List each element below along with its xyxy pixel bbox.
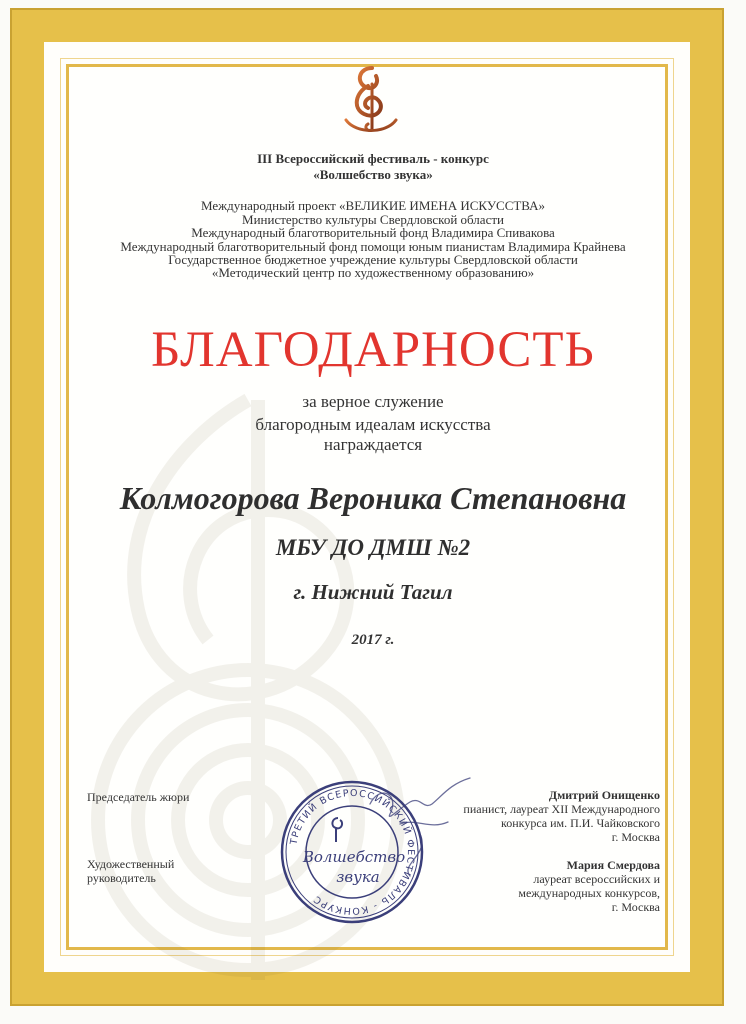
recipient-name: Колмогорова Вероника Степановна — [119, 480, 627, 516]
jury-chair-name: Дмитрий Онищенко — [548, 788, 660, 802]
art-director-desc: г. Москва — [611, 900, 660, 914]
jury-chair-label: Председатель жюри — [87, 790, 190, 804]
seal-clef-icon — [332, 818, 342, 842]
art-director-name: Мария Смердова — [566, 858, 660, 872]
reason-line: награждается — [323, 435, 423, 454]
jury-chair-desc: г. Москва — [611, 830, 660, 844]
organizer-line: Министерство культуры Свердловской области — [242, 212, 504, 227]
art-director-label-line: руководитель — [87, 871, 156, 885]
document-title: БЛАГОДАРНОСТЬ — [151, 322, 595, 378]
art-director-label-line: Художественный — [87, 857, 175, 871]
reason-line: за верное служение — [302, 392, 444, 411]
organizer-line: Международный благотворительный фонд Владимира Спивакова — [191, 225, 555, 240]
reason-line: благородным идеалам искусства — [255, 415, 491, 434]
seal-center-line: Волшебство — [302, 848, 406, 866]
art-director-desc: лауреат всероссийских и — [533, 872, 660, 886]
jury-chair-block — [463, 788, 660, 844]
recipient-school: МБУ ДО ДМШ №2 — [275, 535, 471, 560]
art-director-label — [87, 857, 174, 885]
jury-chair-desc: пианист, лауреат XII Международного — [463, 802, 660, 816]
handwritten-signature — [360, 764, 480, 884]
art-director-block — [518, 858, 660, 914]
jury-chair-desc: конкурса им. П.И. Чайковского — [501, 816, 660, 830]
recipient-city: г. Нижний Тагил — [293, 580, 453, 604]
organizer-line: Государственное бюджетное учреждение культуры Свердловской области — [168, 252, 578, 267]
seal-center-line: звука — [336, 868, 380, 886]
organizer-line: Международный благотворительный фонд помощи юным пианистам Владимира Крайнева — [120, 239, 626, 254]
festival-logo-icon — [342, 64, 400, 136]
seal-ring-text: ТРЕТИЙ ВСЕРОССИЙСКИЙ ФЕСТИВАЛЬ - КОНКУРС — [288, 787, 417, 917]
organizer-line: «Методический центр по художественному образованию» — [211, 265, 535, 280]
organizer-line: Международный проект «ВЕЛИКИЕ ИМЕНА ИСКУССТВА» — [200, 198, 546, 213]
festival-line-2: «Волшебство звука» — [313, 167, 433, 182]
document-year: 2017 г. — [351, 632, 395, 648]
art-director-desc: международных конкурсов, — [518, 886, 660, 900]
festival-line-1: III Всероссийский фестиваль - конкурс — [257, 151, 489, 166]
